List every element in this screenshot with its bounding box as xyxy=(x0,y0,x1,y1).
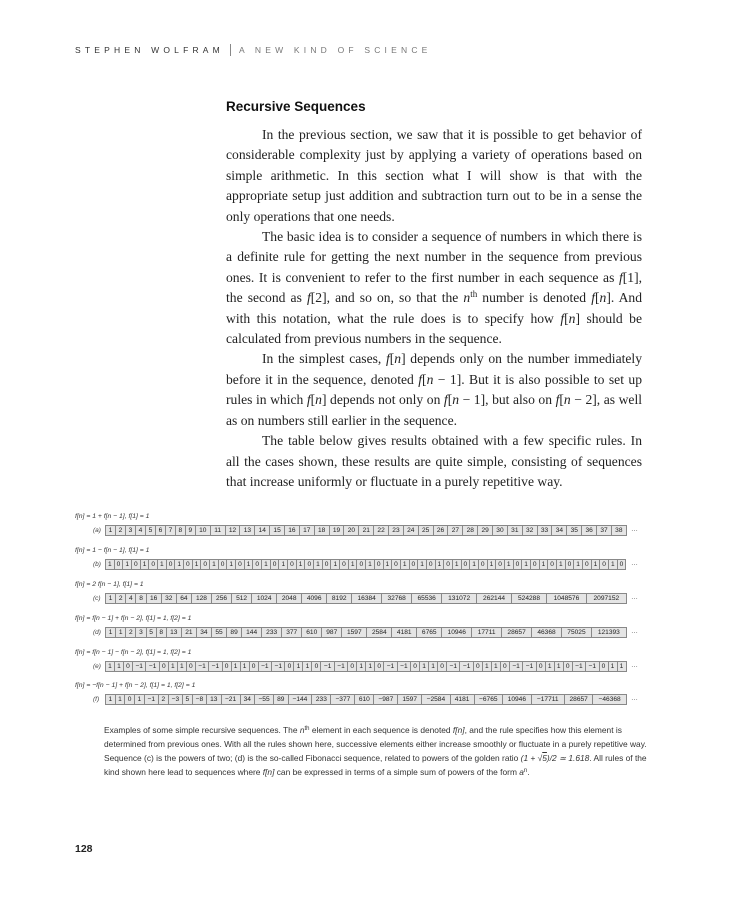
sequence-cell: 0 xyxy=(392,560,401,569)
sequence-label: (e) xyxy=(93,663,101,670)
sequence-cell: −1 xyxy=(272,662,285,671)
sequence-b xyxy=(75,546,695,570)
sequence-cell: 1 xyxy=(116,695,126,704)
sequence-cell: −3 xyxy=(169,695,183,704)
sequence-cell: 1 xyxy=(453,560,462,569)
sequence-cell: 233 xyxy=(312,695,331,704)
sequence-cell: 144 xyxy=(242,628,262,637)
sequence-cell: 1 xyxy=(210,560,219,569)
sequence-cell: 1597 xyxy=(398,695,422,704)
sequence-cell: 1 xyxy=(331,560,340,569)
sequence-cell: 55 xyxy=(212,628,227,637)
sequence-cell: 1 xyxy=(483,662,492,671)
sequence-cell: −1 xyxy=(133,662,146,671)
sequence-cell: 0 xyxy=(340,560,349,569)
book-title: A NEW KIND OF SCIENCE xyxy=(238,45,432,55)
paragraph-3: In the simplest cases, f[n] depends only on the number immediately before it in the sequence, denoted f[n − 1]. But it is also possible to set up rules in which f[n] depends not only on f[n − 1], but also on f[n − 2], as well as on numbers still earlier in the sequence. xyxy=(226,351,642,428)
sequence-cell: 1 xyxy=(492,662,501,671)
sequence-cell: −1 xyxy=(573,662,586,671)
sequence-cell: 256 xyxy=(212,594,232,603)
sequence-cell: 12 xyxy=(226,526,241,535)
sequence-cell: 23 xyxy=(389,526,404,535)
sequence-cell: 28657 xyxy=(565,695,594,704)
figure-caption: Examples of some simple recursive sequences. The $n^{th}$ element in each sequence is denoted f[n], and the rule specifies how this element is determined from previous ones. With all the rules shown here, successive elements either increase smoothly or fluctuate in a purely repetitive way. Sequence (c) is the powers of two; (d) is the so-called Fibonacci sequence, related to powers of the golden ratio (1 + √5)/2 ≃ 1.618. All rules of the kind shown here lead to sequences where f[n] can be expressed in terms of a simple sum of powers of the form $a^n$. xyxy=(104,725,647,777)
sequence-cell: −21 xyxy=(222,695,241,704)
sequence-cell: 1 xyxy=(141,560,150,569)
sequence-cell: 1 xyxy=(366,560,375,569)
sequence-cell: 0 xyxy=(566,560,575,569)
sequence-cell: 0 xyxy=(411,662,420,671)
sequence-ellipsis: … xyxy=(631,594,638,601)
paragraph-1: In the previous section, we saw that it is possible to get behavior of considerable complexity just by applying a variety of operations based on simple arithmetic. In this section what I will show is that with the appropriate setup just addition and subtraction turn out to be in a sense the only operations that one needs. xyxy=(226,127,642,224)
sequence-cell: −1 xyxy=(259,662,272,671)
sequence-cell: 3 xyxy=(126,526,136,535)
sequence-cell: 524288 xyxy=(512,594,547,603)
body-text xyxy=(226,125,642,492)
sequence-cell: 3 xyxy=(136,628,146,637)
sequence-cell: 0 xyxy=(531,560,540,569)
sequence-cell: 0 xyxy=(583,560,592,569)
sequence-cell: 0 xyxy=(288,560,297,569)
sequence-cell: −2584 xyxy=(422,695,451,704)
sequence-c xyxy=(75,580,695,604)
sequence-cell: 0 xyxy=(124,662,133,671)
sequence-cell: 0 xyxy=(600,560,609,569)
sequence-cell: 0 xyxy=(427,560,436,569)
sequence-cell: −377 xyxy=(331,695,355,704)
sequence-cell: 37 xyxy=(597,526,612,535)
sequence-cell: 0 xyxy=(375,662,384,671)
sequence-label: (a) xyxy=(93,527,101,534)
sequence-cell: 19 xyxy=(330,526,345,535)
sequence-cell: 35 xyxy=(567,526,582,535)
sequence-cells xyxy=(105,593,627,604)
sequence-ellipsis: … xyxy=(631,560,638,567)
sequence-cell: 0 xyxy=(548,560,557,569)
sequence-a xyxy=(75,512,695,536)
sequence-cell: 2 xyxy=(116,526,126,535)
sequence-cell: 13 xyxy=(240,526,255,535)
sequence-cell: 0 xyxy=(132,560,141,569)
author-name: STEPHEN WOLFRAM xyxy=(75,45,224,55)
sequence-cell: 28 xyxy=(463,526,478,535)
sequence-cell: 1 xyxy=(106,526,116,535)
sequence-cells xyxy=(105,661,627,672)
sequence-cell: 5 xyxy=(147,628,157,637)
sequence-ellipsis: … xyxy=(631,628,638,635)
sequence-cell: 0 xyxy=(236,560,245,569)
sequence-cell: 0 xyxy=(462,560,471,569)
sequence-cell: 1 xyxy=(470,560,479,569)
sequence-cell: −17711 xyxy=(532,695,565,704)
sequence-cell: 131072 xyxy=(442,594,477,603)
sequence-cell: 128 xyxy=(192,594,212,603)
sequence-ellipsis: … xyxy=(631,662,638,669)
sequence-cell: 4181 xyxy=(392,628,417,637)
sequence-cell: 1 xyxy=(420,662,429,671)
sequence-label: (b) xyxy=(93,561,101,568)
sequence-cell: −1 xyxy=(510,662,523,671)
sequence-cell: 1 xyxy=(609,662,618,671)
sequence-cell: 1597 xyxy=(342,628,367,637)
sequence-cell: 0 xyxy=(438,662,447,671)
sequence-cell: 0 xyxy=(600,662,609,671)
header-divider xyxy=(230,44,231,56)
sequence-cell: 1 xyxy=(557,560,566,569)
sequence-cell: 0 xyxy=(223,662,232,671)
sequence-cell: 1 xyxy=(574,560,583,569)
sequence-cell: 233 xyxy=(262,628,282,637)
sequence-cell: 17711 xyxy=(472,628,502,637)
sequence-cell: 1 xyxy=(135,695,145,704)
sequence-cell: 0 xyxy=(187,662,196,671)
sequence-cell: 0 xyxy=(312,662,321,671)
sequence-cell: 1 xyxy=(592,560,601,569)
sequence-cell: 65536 xyxy=(412,594,442,603)
sequence-cell: 6 xyxy=(156,526,166,535)
sequence-cell: 0 xyxy=(514,560,523,569)
sequence-cell: 4096 xyxy=(302,594,327,603)
sequence-cells xyxy=(105,694,627,705)
sequence-cell: 10 xyxy=(196,526,211,535)
sequence-cell: 25 xyxy=(419,526,434,535)
sequence-cell: 1 xyxy=(175,560,184,569)
sequence-cell: 16 xyxy=(147,594,162,603)
sequence-cell: 89 xyxy=(227,628,242,637)
sequence-cell: 13 xyxy=(207,695,221,704)
sequence-cell: 10946 xyxy=(503,695,532,704)
sequence-cell: 0 xyxy=(285,662,294,671)
sequence-cell: 1 xyxy=(106,662,115,671)
sequence-cell: 1 xyxy=(106,695,116,704)
sequence-cell: −1 xyxy=(335,662,348,671)
sequence-cell: 1 xyxy=(115,662,124,671)
sequence-cell: 0 xyxy=(160,662,169,671)
sequence-label: (d) xyxy=(93,629,101,636)
sequence-cell: 1 xyxy=(401,560,410,569)
sequence-cell: 34 xyxy=(241,695,255,704)
sequence-cell: 0 xyxy=(323,560,332,569)
sequence-cell: 1 xyxy=(178,662,187,671)
sequence-cell: 5 xyxy=(146,526,156,535)
sequence-cell: −1 xyxy=(145,695,159,704)
sequence-cell: 0 xyxy=(305,560,314,569)
sequence-cell: 0 xyxy=(115,560,124,569)
sequence-cell: 4 xyxy=(126,594,136,603)
sequence-cell: 0 xyxy=(219,560,228,569)
sequence-cells xyxy=(105,627,627,638)
sequence-cell: 1 xyxy=(546,662,555,671)
sequence-cell: 16384 xyxy=(352,594,382,603)
sequence-cell: 0 xyxy=(271,560,280,569)
sequence-cell: 22 xyxy=(374,526,389,535)
sequence-cell: 26 xyxy=(434,526,449,535)
sequence-cells xyxy=(105,559,626,570)
sequence-cell: −987 xyxy=(374,695,398,704)
sequence-cell: 6765 xyxy=(417,628,442,637)
sequence-cell: 1 xyxy=(349,560,358,569)
sequence-cell: −1 xyxy=(384,662,397,671)
sequence-cell: 1 xyxy=(123,560,132,569)
sequence-cell: 610 xyxy=(302,628,322,637)
sequence-cell: 1 xyxy=(505,560,514,569)
sequence-d xyxy=(75,614,695,638)
sequence-e xyxy=(75,648,695,672)
sequence-cell: 21 xyxy=(359,526,374,535)
sequence-cell: 34 xyxy=(197,628,212,637)
sequence-cell: 1 xyxy=(232,662,241,671)
sequence-cell: −144 xyxy=(289,695,313,704)
sequence-cell: 1 xyxy=(418,560,427,569)
sequence-cell: 29 xyxy=(478,526,493,535)
sequence-ellipsis: … xyxy=(631,695,638,702)
sequence-cell: 1048576 xyxy=(547,594,587,603)
paragraph-4: The table below gives results obtained with a few specific rules. In all the cases shown, these results are quite simple, consisting of sequences that increase uniformly or fluctuate in a purely repetitive way. xyxy=(226,433,642,489)
sequence-cell: 1 xyxy=(193,560,202,569)
sequence-cell: 18 xyxy=(315,526,330,535)
sequence-cell: −1 xyxy=(398,662,411,671)
sequence-cell: 2097152 xyxy=(587,594,627,603)
sequence-cell: 9 xyxy=(186,526,196,535)
sequence-cell: 17 xyxy=(300,526,315,535)
sequence-cell: 0 xyxy=(201,560,210,569)
sequence-cell: 8 xyxy=(176,526,186,535)
sequence-cell: 33 xyxy=(538,526,553,535)
sequence-cell: −55 xyxy=(255,695,274,704)
sequence-cell: 1 xyxy=(555,662,564,671)
sequence-cell: −6765 xyxy=(475,695,504,704)
sequence-cell: −1 xyxy=(447,662,460,671)
sequence-cell: 1 xyxy=(366,662,375,671)
sequence-cell: 2584 xyxy=(367,628,392,637)
sequence-cell: −1 xyxy=(321,662,334,671)
sequence-cell: 4181 xyxy=(451,695,475,704)
sequence-cell: 16 xyxy=(285,526,300,535)
sequence-cell: 0 xyxy=(479,560,488,569)
sequence-cell: 1 xyxy=(609,560,618,569)
sequence-cell: 11 xyxy=(211,526,226,535)
sequence-cell: 64 xyxy=(177,594,192,603)
sequence-cell: 8192 xyxy=(327,594,352,603)
sequence-cell: 987 xyxy=(322,628,342,637)
sequence-cell: 27 xyxy=(448,526,463,535)
sequence-cell: 0 xyxy=(474,662,483,671)
sequence-cell: 4 xyxy=(136,526,146,535)
sequence-cell: 1 xyxy=(241,662,250,671)
running-header xyxy=(75,44,432,56)
sequence-cell: 32768 xyxy=(382,594,412,603)
sequence-cell: 0 xyxy=(375,560,384,569)
sequence-cell: 2048 xyxy=(277,594,302,603)
sequence-cell: 1 xyxy=(116,628,126,637)
sequence-cell: −1 xyxy=(146,662,159,671)
sequence-cell: 5 xyxy=(183,695,193,704)
sequence-cell: 1 xyxy=(158,560,167,569)
sequence-cell: 1 xyxy=(106,628,116,637)
sequence-rule: f[n] = f[n − 1] + f[n − 2], f[1] = 1, f[2] = 1 xyxy=(75,615,192,622)
sequence-cell: 0 xyxy=(167,560,176,569)
sequence-cell: 36 xyxy=(582,526,597,535)
sequence-cell: 0 xyxy=(253,560,262,569)
sequence-cell: 1 xyxy=(436,560,445,569)
section-title: Recursive Sequences xyxy=(226,99,366,114)
sequence-cells xyxy=(105,525,627,536)
sequence-cell: 0 xyxy=(564,662,573,671)
sequence-cell: 1024 xyxy=(252,594,277,603)
sequence-label: (f) xyxy=(93,696,100,703)
sequence-cell: 377 xyxy=(282,628,302,637)
sequence-cell: 1 xyxy=(106,594,116,603)
sequence-cell: 31 xyxy=(508,526,523,535)
sequence-cell: 32 xyxy=(162,594,177,603)
sequence-cell: 1 xyxy=(279,560,288,569)
sequence-cell: 10946 xyxy=(442,628,472,637)
sequence-cell: 1 xyxy=(384,560,393,569)
sequence-cell: 20 xyxy=(344,526,359,535)
sequence-cell: 38 xyxy=(612,526,627,535)
sequence-cell: 1 xyxy=(314,560,323,569)
sequence-cell: 1 xyxy=(618,662,627,671)
sequence-cell: 262144 xyxy=(477,594,512,603)
sequence-ellipsis: … xyxy=(631,526,638,533)
sequence-cell: 1 xyxy=(540,560,549,569)
sequence-rule: f[n] = 2 f[n − 1], f[1] = 1 xyxy=(75,581,144,588)
sequence-cell: 121393 xyxy=(592,628,627,637)
sequence-cell: 0 xyxy=(537,662,546,671)
sequence-cell: 0 xyxy=(149,560,158,569)
sequence-cell: 75025 xyxy=(562,628,592,637)
sequence-cell: 13 xyxy=(167,628,182,637)
sequence-cell: 1 xyxy=(245,560,254,569)
sequence-cell: 1 xyxy=(227,560,236,569)
sequence-cell: 30 xyxy=(493,526,508,535)
sequence-rule: f[n] = 1 + f[n − 1], f[1] = 1 xyxy=(75,513,150,520)
sequence-cell: 2 xyxy=(159,695,169,704)
sequence-cell: 0 xyxy=(348,662,357,671)
sequence-cell: 2 xyxy=(116,594,126,603)
sequence-cell: 0 xyxy=(125,695,135,704)
sequence-cell: 14 xyxy=(255,526,270,535)
sequence-rule: f[n] = −f[n − 1] + f[n − 2], f[1] = 1, f[2] = 1 xyxy=(75,682,196,689)
sequence-rule: f[n] = 1 − f[n − 1], f[1] = 1 xyxy=(75,547,150,554)
sequence-cell: 28657 xyxy=(502,628,532,637)
sequence-cell: 0 xyxy=(357,560,366,569)
sequence-f xyxy=(75,681,695,705)
sequence-cell: 7 xyxy=(166,526,176,535)
page-number: 128 xyxy=(75,843,93,855)
sequence-cell: −8 xyxy=(193,695,207,704)
sequence-cell: 1 xyxy=(429,662,438,671)
sequence-cell: 24 xyxy=(404,526,419,535)
sequence-cell: 32 xyxy=(523,526,538,535)
sequence-cell: 1 xyxy=(357,662,366,671)
sequence-cell: −1 xyxy=(196,662,209,671)
sequence-cell: −1 xyxy=(586,662,599,671)
sequence-cell: 1 xyxy=(106,560,115,569)
sequence-cell: 0 xyxy=(184,560,193,569)
sequence-cell: 15 xyxy=(270,526,285,535)
sequence-cell: 1 xyxy=(169,662,178,671)
sequence-cell: 1 xyxy=(488,560,497,569)
sequence-cell: −1 xyxy=(523,662,536,671)
sequence-cell: 0 xyxy=(618,560,627,569)
sequence-cell: 8 xyxy=(157,628,167,637)
sequence-cell: 8 xyxy=(136,594,146,603)
sequence-cell: −1 xyxy=(209,662,222,671)
sequence-rule: f[n] = f[n − 1] − f[n − 2], f[1] = 1, f[2] = 1 xyxy=(75,649,192,656)
sequence-cell: 0 xyxy=(250,662,259,671)
sequence-cell: 0 xyxy=(496,560,505,569)
sequence-cell: 34 xyxy=(552,526,567,535)
sequence-cell: 21 xyxy=(182,628,197,637)
sequence-label: (c) xyxy=(93,595,101,602)
sequence-cell: 1 xyxy=(294,662,303,671)
sequence-cell: 0 xyxy=(410,560,419,569)
paragraph-2: The basic idea is to consider a sequence of numbers in which there is a definite rule for getting the next number in the sequence from previous ones. It is convenient to refer to the first number in each sequence as f[1], the second as f[2], and so on, so that the $n^{th}$ number is denoted f[n]. And with this notation, what the rule does is to specify how f[n] should be calculated from previous numbers in the sequence. xyxy=(226,229,642,347)
sequence-cell: 610 xyxy=(355,695,374,704)
sequence-cell: −46368 xyxy=(593,695,626,704)
sequence-cell: 512 xyxy=(232,594,252,603)
sequence-cell: 89 xyxy=(274,695,288,704)
sequence-cell: 1 xyxy=(303,662,312,671)
sequence-cell: 2 xyxy=(126,628,136,637)
sequence-cell: 1 xyxy=(297,560,306,569)
sequence-cell: 46368 xyxy=(532,628,562,637)
sequence-cell: 0 xyxy=(444,560,453,569)
sequence-cell: −1 xyxy=(460,662,473,671)
sequence-cell: 0 xyxy=(501,662,510,671)
sequence-cell: 1 xyxy=(262,560,271,569)
sequence-cell: 1 xyxy=(522,560,531,569)
